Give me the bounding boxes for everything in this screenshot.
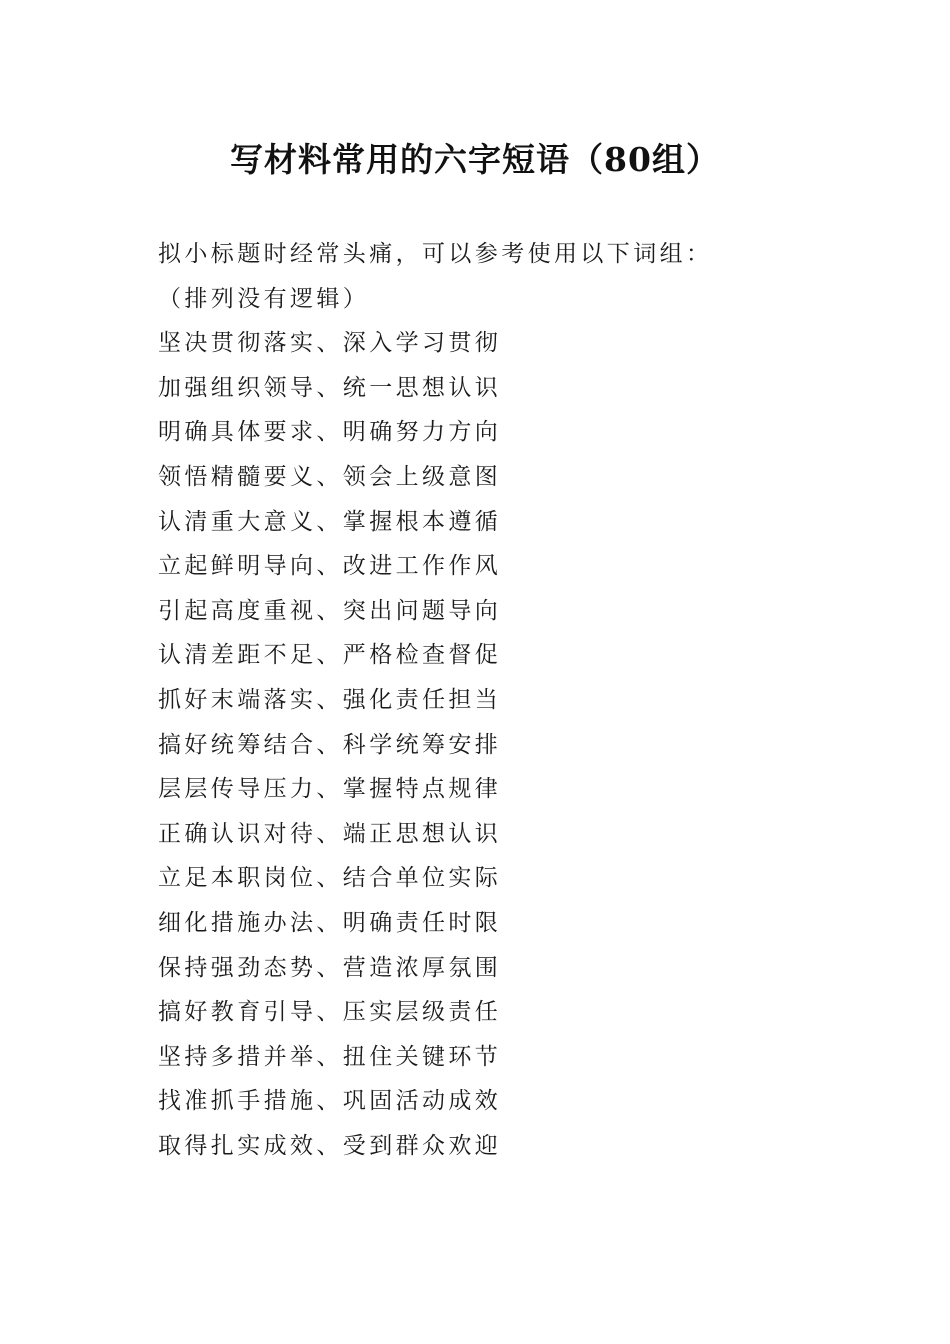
document-title: 写材料常用的六字短语（80组） <box>230 140 720 179</box>
document-body <box>158 232 858 1168</box>
phrase-item: 认清重大意义、掌握根本遵循 <box>158 508 502 535</box>
phrase-item: 坚持多措并举、扭住关键环节 <box>158 1043 502 1070</box>
phrase-item: 加强组织领导、统一思想认识 <box>158 374 502 401</box>
intro-text: 拟小标题时经常头痛，可以参考使用以下词组： <box>158 241 713 267</box>
note-text: （排列没有逻辑） <box>158 285 370 312</box>
phrase-item: 搞好统筹结合、科学统筹安排 <box>158 731 502 758</box>
phrase-item: 立足本职岗位、结合单位实际 <box>158 865 502 892</box>
phrase-item: 立起鲜明导向、改进工作作风 <box>158 553 502 580</box>
phrase-item: 正确认识对待、端正思想认识 <box>158 820 502 847</box>
phrase-item: 取得扎实成效、受到群众欢迎 <box>158 1132 502 1159</box>
phrase-item: 找准抓手措施、巩固活动成效 <box>158 1088 502 1115</box>
phrase-item: 引起高度重视、突出问题导向 <box>158 597 502 624</box>
phrase-item: 认清差距不足、严格检查督促 <box>158 642 502 669</box>
phrase-item: 领悟精髓要义、领会上级意图 <box>158 463 502 490</box>
phrase-item: 明确具体要求、明确努力方向 <box>158 419 502 446</box>
phrase-item: 层层传导压力、掌握特点规律 <box>158 776 502 803</box>
phrase-item: 坚决贯彻落实、深入学习贯彻 <box>158 330 502 357</box>
phrase-item: 细化措施办法、明确责任时限 <box>158 909 502 936</box>
phrase-item: 保持强劲态势、营造浓厚氛围 <box>158 954 502 981</box>
phrase-item: 抓好末端落实、强化责任担当 <box>158 686 502 713</box>
phrase-list <box>158 321 858 1168</box>
phrase-item: 搞好教育引导、压实层级责任 <box>158 999 502 1026</box>
